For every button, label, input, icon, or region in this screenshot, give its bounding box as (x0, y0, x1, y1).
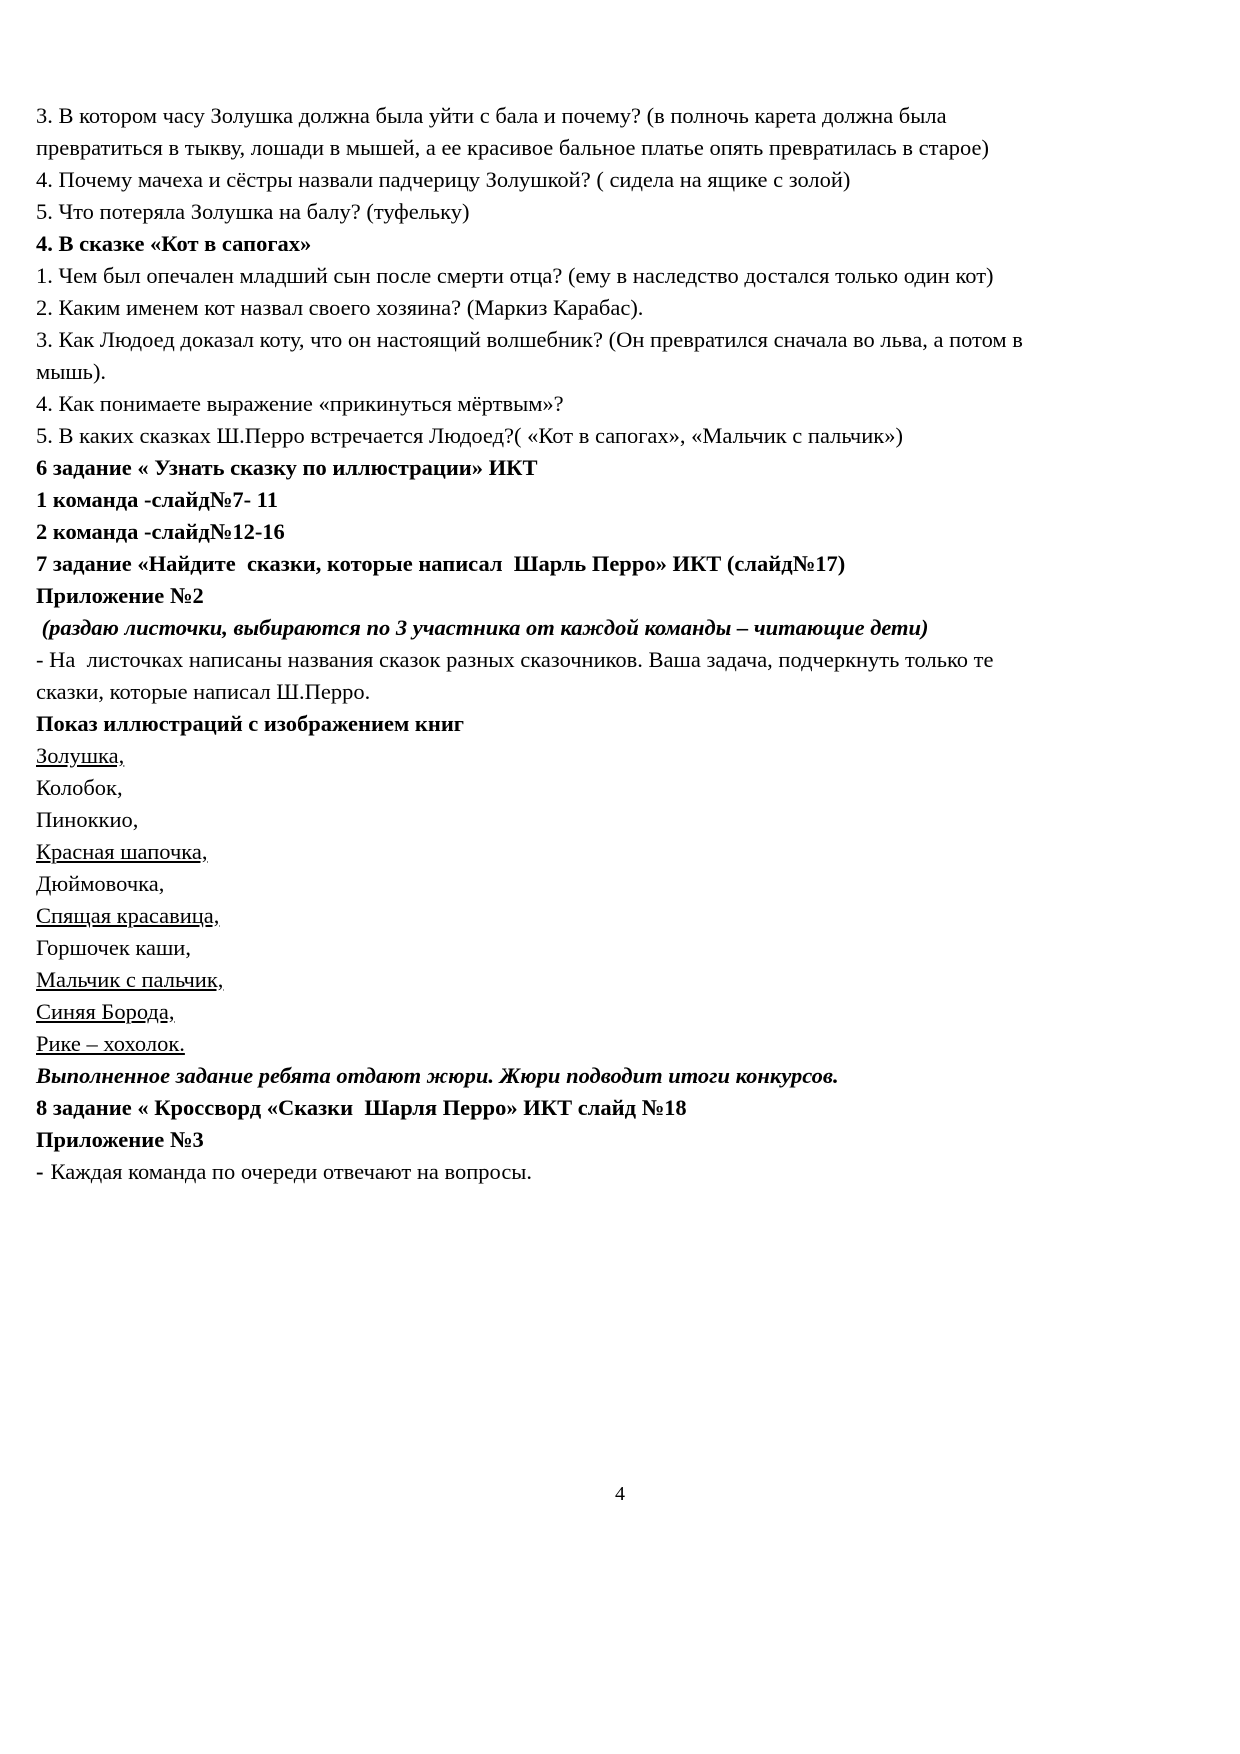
tale-item-pinokkio: Пиноккио, (36, 807, 139, 832)
task6-team1: 1 команда -слайд№7- 11 (36, 487, 278, 512)
appendix-2-heading: Приложение №2 (36, 583, 204, 608)
paragraph-puss-q3: 3. Как Людоед доказал коту, что он настоящий волшебник? (Он превратился сначала во льва, а потом в мышь). (36, 327, 1029, 384)
paragraph-cinderella-q5: 5. Что потеряла Золушка на балу? (туфельку) (36, 199, 470, 224)
tale-item-krasnaya-shapochka: Красная шапочка, (36, 839, 208, 864)
note-participants: (раздаю листочки, выбираются по 3 участника от каждой команды – читающие дети) (36, 615, 929, 640)
paragraph-puss-q5: 5. В каких сказках Ш.Перро встречается Людоед?( «Кот в сапогах», «Мальчик с пальчик») (36, 423, 903, 448)
tale-item-zolushka: Золушка, (36, 743, 125, 768)
note-jury: Выполненное задание ребята отдают жюри. Жюри подводит итоги конкурсов. (36, 1063, 839, 1088)
page-number: 4 (615, 1483, 625, 1505)
instruction-text: Каждая команда по очереди отвечают на вопросы. (50, 1159, 533, 1184)
task6-title: 6 задание « Узнать сказку по иллюстрации» ИКТ (36, 455, 538, 480)
tale-item-rike-khokholok: Рике – хохолок. (36, 1031, 185, 1056)
paragraph-cinderella-q3: 3. В котором часу Золушка должна была уйти с бала и почему? (в полночь карета должна была превратиться в тыкву, лошади в мышей, а ее красивое бальное платье опять превратилась в старое) (36, 103, 989, 160)
tale-item-spyashchaya-krasavitsa: Спящая красавица, (36, 903, 220, 928)
task6-team2: 2 команда -слайд№12-16 (36, 519, 285, 544)
tale-item-kolobok: Колобок, (36, 775, 123, 800)
task8-instruction (36, 1156, 1040, 1188)
task7-title: 7 задание «Найдите сказки, которые написал Шарль Перро» ИКТ (слайд№17) (36, 551, 846, 576)
tale-item-malchik-s-palchik: Мальчик с пальчик, (36, 967, 224, 992)
instruction-dash: - (36, 1159, 44, 1184)
appendix-3-heading: Приложение №3 (36, 1127, 204, 1152)
paragraph-puss-q2: 2. Каким именем кот назвал своего хозяина? (Маркиз Карабас). (36, 295, 644, 320)
task7-instruction: - На листочках написаны названия сказок разных сказочников. Ваша задача, подчеркнуть только те сказки, которые написал Ш.Перро. (36, 647, 1000, 704)
tale-item-dyuymovochka: Дюймовочка, (36, 871, 165, 896)
paragraph-puss-q4: 4. Как понимаете выражение «прикинуться мёртвым»? (36, 391, 564, 416)
tale-item-gorshochek-kashi: Горшочек каши, (36, 935, 191, 960)
heading-puss-in-boots: 4. В сказке «Кот в сапогах» (36, 231, 312, 256)
paragraph-puss-q1: 1. Чем был опечален младший сын после смерти отца? (ему в наследство достался только один кот) (36, 263, 994, 288)
tale-item-sinyaya-boroda: Синяя Борода, (36, 999, 175, 1024)
heading-show-illustrations: Показ иллюстраций с изображением книг (36, 711, 465, 736)
paragraph-cinderella-q4: 4. Почему мачеха и сёстры назвали падчерицу Золушкой? ( сидела на ящике с золой) (36, 167, 851, 192)
task8-title: 8 задание « Кроссворд «Сказки Шарля Перро» ИКТ слайд №18 (36, 1095, 687, 1120)
